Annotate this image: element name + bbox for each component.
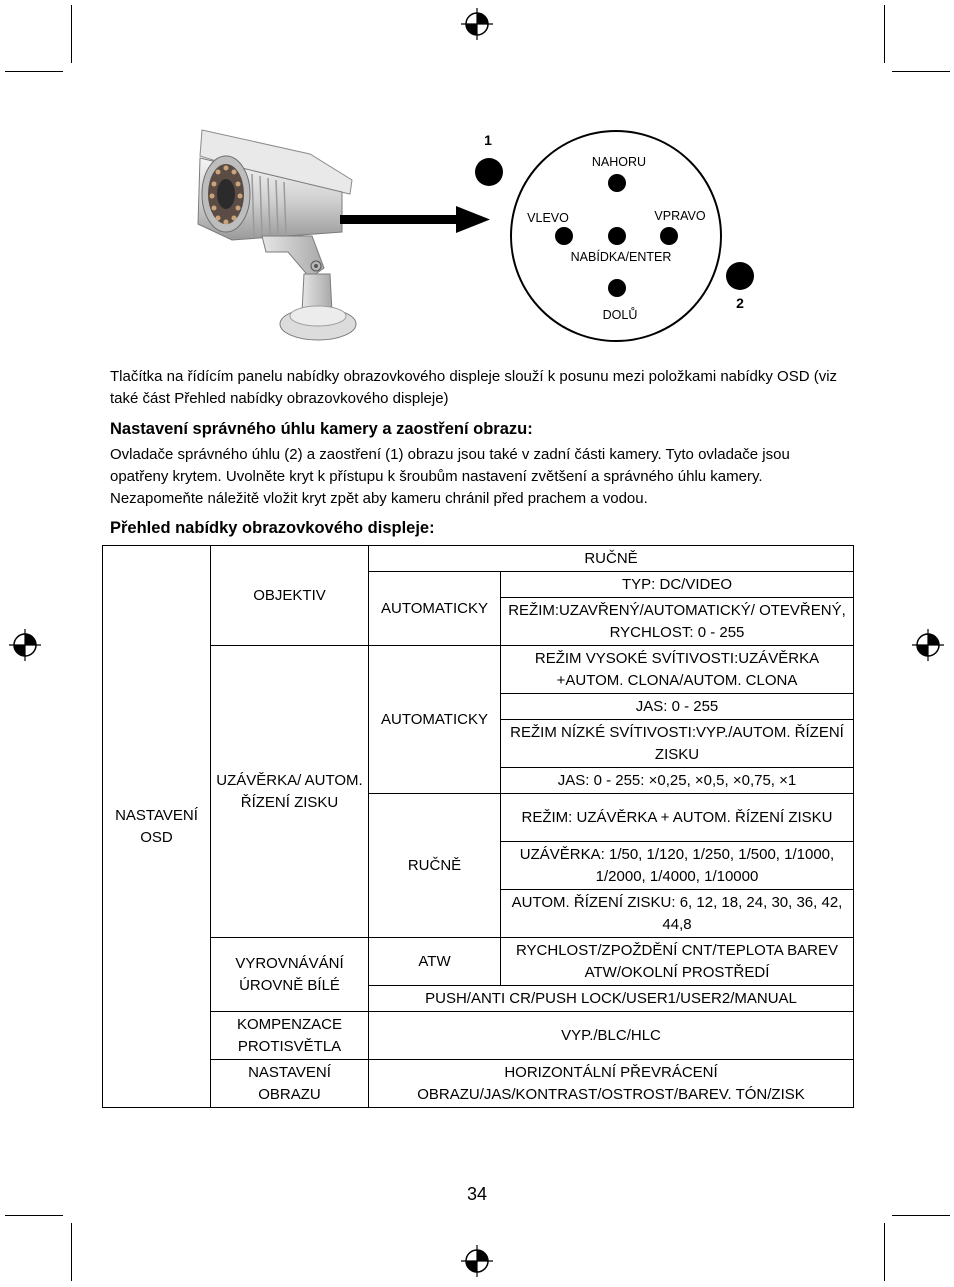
crop-mark (884, 5, 885, 63)
crop-mark (892, 71, 950, 72)
osd-control-panel-diagram (470, 130, 760, 345)
crop-mark (71, 1223, 72, 1281)
focus-adjuster-knob (475, 158, 503, 186)
up-label: NAHORU (591, 155, 647, 169)
section-heading-osd-overview: Přehled nabídky obrazovkového displeje: (110, 519, 435, 537)
callout-1-label: 1 (484, 132, 492, 148)
lens-auto-type-cell: TYP: DC/VIDEO (501, 572, 854, 598)
down-label: DOLŮ (602, 308, 638, 322)
section-heading-camera-angle: Nastavení správného úhlu kamery a zaostření obrazu: (110, 420, 533, 438)
pointer-arrow-icon (340, 204, 490, 236)
lens-cell: OBJEKTIV (211, 546, 369, 646)
manual-agc-cell: AUTOM. ŘÍZENÍ ZISKU: 6, 12, 18, 24, 30, 36, 42, 44,8 (501, 890, 854, 938)
lens-auto-mode-cell: REŽIM:UZAVŘENÝ/AUTOMATICKÝ/ OTEVŘENÝ, RYCHLOST: 0 - 255 (501, 598, 854, 646)
angle-adjuster-knob (726, 262, 754, 290)
image-settings-cell: NASTAVENÍ OBRAZU (211, 1060, 369, 1108)
white-balance-cell: VYROVNÁVÁNÍ ÚROVNĚ BÍLÉ (211, 938, 369, 1012)
left-label: VLEVO (527, 211, 569, 225)
atw-cell: ATW (369, 938, 501, 986)
enter-label: NABÍDKA/ENTER (570, 250, 672, 264)
page-number: 34 (466, 1184, 488, 1204)
camera-illustration (192, 128, 362, 348)
crop-mark (892, 1215, 950, 1216)
lens-manual-cell: RUČNĚ (369, 546, 854, 572)
registration-mark-icon (912, 629, 944, 661)
camera-angle-paragraph: Ovladače správného úhlu (2) a zaostření (1) obrazu jsou také v zadní části kamery. Tyto ovladače jsou opatřeny krytem. Uvolněte kryt k přístupu k šroubům nastavení zvětšení a správného úhlu kamery. Nezapomeňte náležitě vložit kryt zpět aby kameru chránil před prachem a vodou. (110, 446, 790, 507)
shutter-auto-cell: AUTOMATICKY (369, 646, 501, 794)
intro-paragraph: Tlačítka na řídícím panelu nabídky obrazovkového displeje slouží k posunu mezi položkami nabídky OSD (viz také část Přehled nabídky obrazovkového displeje) (110, 368, 838, 407)
left-button (555, 227, 573, 245)
callout-2-label: 2 (736, 295, 744, 311)
push-modes-cell: PUSH/ANTI CR/PUSH LOCK/USER1/USER2/MANUAL (369, 986, 854, 1012)
registration-mark-icon (461, 1245, 493, 1277)
right-button (660, 227, 678, 245)
backlight-cell: KOMPENZACE PROTISVĚTLA (211, 1012, 369, 1060)
image-settings-value-cell: HORIZONTÁLNÍ PŘEVRÁCENÍ OBRAZU/JAS/KONTRAST/OSTROST/BAREV. TÓN/ZISK (369, 1060, 854, 1108)
osd-menu-table (102, 545, 854, 1108)
lens-auto-cell: AUTOMATICKY (369, 572, 501, 646)
low-luminance-mode-cell: REŽIM NÍZKÉ SVÍTIVOSTI:VYP./AUTOM. ŘÍZENÍ ZISKU (501, 720, 854, 768)
backlight-value-cell: VYP./BLC/HLC (369, 1012, 854, 1060)
high-luminance-mode-cell: REŽIM VYSOKÉ SVÍTIVOSTI:UZÁVĚRKA +AUTOM. CLONA/AUTOM. CLONA (501, 646, 854, 694)
manual-shutter-cell: UZÁVĚRKA: 1/50, 1/120, 1/250, 1/500, 1/1000, 1/2000, 1/4000, 1/10000 (501, 842, 854, 890)
osd-root-cell: NASTAVENÍ OSD (103, 546, 211, 1108)
shutter-agc-cell: UZÁVĚRKA/ AUTOM. ŘÍZENÍ ZISKU (211, 646, 369, 938)
manual-mode-cell: REŽIM: UZÁVĚRKA + AUTOM. ŘÍZENÍ ZISKU (501, 794, 854, 842)
crop-mark (5, 1215, 63, 1216)
down-button (608, 279, 626, 297)
atw-detail-cell: RYCHLOST/ZPOŽDĚNÍ CNT/TEPLOTA BAREV ATW/OKOLNÍ PROSTŘEDÍ (501, 938, 854, 986)
registration-mark-icon (461, 8, 493, 40)
enter-button (608, 227, 626, 245)
registration-mark-icon (9, 629, 41, 661)
right-label: VPRAVO (654, 209, 706, 223)
crop-mark (5, 71, 63, 72)
crop-mark (71, 5, 72, 63)
up-button (608, 174, 626, 192)
high-luminance-brightness-cell: JAS: 0 - 255 (501, 694, 854, 720)
low-luminance-brightness-cell: JAS: 0 - 255: ×0,25, ×0,5, ×0,75, ×1 (501, 768, 854, 794)
crop-mark (884, 1223, 885, 1281)
shutter-manual-cell: RUČNĚ (369, 794, 501, 938)
